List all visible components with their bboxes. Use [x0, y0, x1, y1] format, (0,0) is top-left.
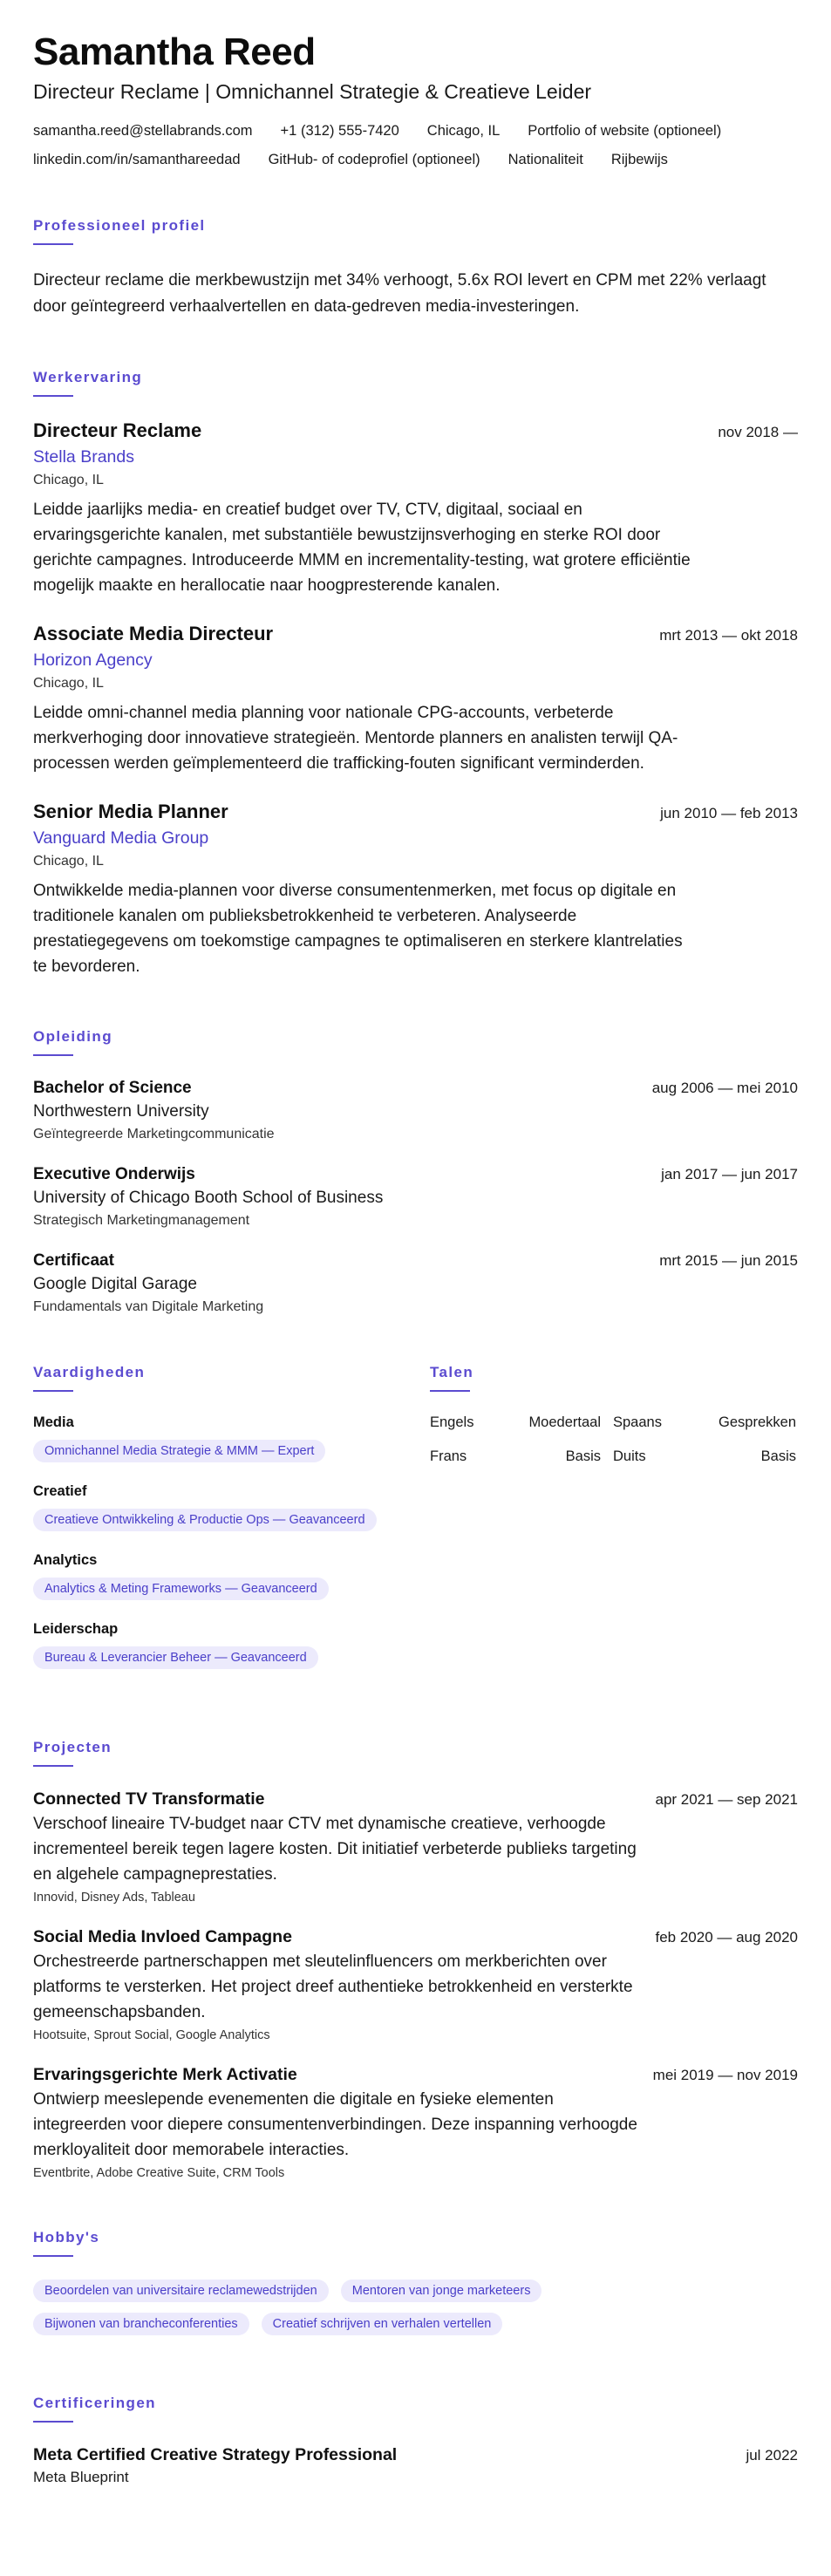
section-divider: [33, 243, 73, 245]
skill-group: [33, 1621, 430, 1669]
job-dates: mrt 2013 — okt 2018: [659, 627, 798, 644]
project-title: Social Media Invloed Campagne: [33, 1927, 292, 1947]
language-level: Basis: [565, 1448, 601, 1465]
profile-summary: Directeur reclame die merkbewustzijn met 34% verhoogt, 5.6x ROI levert en CPM met 22% verlaagt door geïntegreerd verhaalvertellen en data-gedreven media-investeringen.: [33, 271, 766, 317]
profile-section: [33, 217, 798, 320]
project-tools: Eventbrite, Adobe Creative Suite, CRM Tools: [33, 2166, 285, 2181]
project-dates: feb 2020 — aug 2020: [655, 1929, 798, 1946]
section-title-skills: Vaardigheden: [33, 1364, 146, 1381]
project-entry: [33, 1927, 798, 2042]
project-entry: [33, 1789, 798, 1905]
project-tools: Hootsuite, Sprout Social, Google Analytics: [33, 2028, 270, 2043]
contact-nationality: Nationaliteit: [507, 152, 583, 168]
hobby-tag: Bijwonen van brancheconferenties: [33, 2313, 249, 2335]
job-location: Chicago, IL: [33, 473, 104, 488]
education-dates: mrt 2015 — jun 2015: [659, 1252, 798, 1270]
contact-row-primary: [33, 123, 798, 140]
section-divider: [430, 1390, 470, 1392]
project-entry: [33, 2065, 798, 2180]
language-item: [613, 1448, 796, 1465]
section-divider: [33, 395, 73, 397]
contact-github[interactable]: GitHub- of codeprofiel (optioneel): [268, 152, 480, 168]
section-title-projects: Projecten: [33, 1739, 112, 1756]
education-entry: [33, 1079, 798, 1142]
certification-title: Meta Certified Creative Strategy Professional: [33, 2445, 398, 2465]
language-item: [430, 1414, 613, 1431]
education-school: Northwestern University: [33, 1102, 209, 1121]
resume-header: [33, 31, 798, 168]
language-name: Engels: [430, 1414, 474, 1431]
skill-tag: Bureau & Leverancier Beheer — Geavanceerd: [33, 1646, 318, 1669]
contact-phone[interactable]: +1 (312) 555-7420: [280, 123, 399, 140]
hobby-tags: [33, 2280, 661, 2346]
skill-group: [33, 1552, 430, 1600]
language-level: Moedertaal: [528, 1414, 601, 1431]
job-description: Ontwikkelde media-plannen voor diverse consumentenmerken, met focus op digitale en traditionele kanalen om publieksbetrokkenheid te verbeteren. Analyseerde prestatiegegevens om toekomstige campagnes te optimaliseren en sterkere klantrelaties te bevorderen.: [33, 882, 683, 977]
skills-languages-section: [33, 1364, 798, 1690]
contact-email[interactable]: samantha.reed@stellabrands.com: [33, 123, 253, 140]
education-entry: [33, 1251, 798, 1315]
skill-group: [33, 1483, 430, 1531]
project-dates: mei 2019 — nov 2019: [652, 2067, 798, 2084]
language-level: Basis: [760, 1448, 796, 1465]
section-title-hobbies: Hobby's: [33, 2229, 100, 2246]
education-field: Geïntegreerde Marketingcommunicatie: [33, 1127, 275, 1142]
skill-category: Creatief: [33, 1483, 87, 1500]
project-dates: apr 2021 — sep 2021: [655, 1791, 798, 1809]
hobby-tag: Beoordelen van universitaire reclamewedstrijden: [33, 2280, 329, 2302]
education-degree: Executive Onderwijs: [33, 1165, 195, 1184]
education-section: [33, 1028, 798, 1315]
education-degree: Certificaat: [33, 1251, 114, 1271]
language-item: [613, 1414, 796, 1431]
languages-grid: [430, 1414, 796, 1482]
education-dates: jan 2017 — jun 2017: [661, 1166, 798, 1183]
education-entry: [33, 1165, 798, 1229]
job-dates: jun 2010 — feb 2013: [660, 805, 798, 822]
language-level: Gesprekken: [719, 1414, 796, 1431]
contact-portfolio[interactable]: Portfolio of website (optioneel): [528, 123, 722, 140]
skill-category: Leiderschap: [33, 1621, 119, 1638]
project-description: Ontwierp meeslepende evenementen die digitale en fysieke elementen integreerden voor diepere consumentenverbindingen. Deze inspanning verhoogde merkloyaliteit door memorabele interacties.: [33, 2090, 637, 2160]
language-name: Spaans: [613, 1414, 662, 1431]
language-name: Frans: [430, 1448, 467, 1465]
skill-tag: Omnichannel Media Strategie & MMM — Expert: [33, 1440, 325, 1462]
skill-category: Analytics: [33, 1552, 98, 1569]
project-tools: Innovid, Disney Ads, Tableau: [33, 1891, 195, 1905]
education-school: University of Chicago Booth School of Business: [33, 1189, 384, 1208]
certification-issuer: Meta Blueprint: [33, 2469, 129, 2486]
contact-location: Chicago, IL: [426, 123, 501, 140]
education-field: Fundamentals van Digitale Marketing: [33, 1299, 264, 1315]
job-description: Leidde omni-channel media planning voor nationale CPG-accounts, verbeterde merkverhoging door innovatieve strategieën. Mentorde planners en analisten terwijl QA-processen werden geïmplementeerd die trafficking-fouten significant verminderden.: [33, 704, 678, 773]
contact-row-secondary: [33, 152, 798, 168]
section-divider: [33, 1054, 73, 1056]
section-divider: [33, 1765, 73, 1767]
job-dates: nov 2018 —: [718, 424, 798, 441]
hobbies-section: [33, 2229, 798, 2346]
contact-linkedin[interactable]: linkedin.com/in/samanthareedad: [33, 152, 241, 168]
section-divider: [33, 1390, 73, 1392]
language-item: [430, 1448, 613, 1465]
job-title: Senior Media Planner: [33, 801, 228, 823]
job-company: Horizon Agency: [33, 651, 153, 671]
education-dates: aug 2006 — mei 2010: [651, 1080, 798, 1097]
project-title: Ervaringsgerichte Merk Activatie: [33, 2065, 297, 2085]
hobby-tag: Mentoren van jonge marketeers: [341, 2280, 542, 2302]
job-entry: [33, 419, 798, 598]
section-title-experience: Werkervaring: [33, 369, 143, 386]
section-divider: [33, 2255, 73, 2257]
project-title: Connected TV Transformatie: [33, 1789, 265, 1809]
job-location: Chicago, IL: [33, 676, 104, 692]
education-field: Strategisch Marketingmanagement: [33, 1213, 250, 1229]
job-company: Stella Brands: [33, 447, 134, 467]
job-title: Directeur Reclame: [33, 419, 202, 442]
project-description: Orchestreerde partnerschappen met sleutelinfluencers om merkberichten over platforms te versterken. Het project dreef authentieke betrokkenheid en versterkte gemeenschapsbanden.: [33, 1952, 633, 2022]
education-degree: Bachelor of Science: [33, 1079, 192, 1098]
hobby-tag: Creatief schrijven en verhalen vertellen: [262, 2313, 503, 2335]
candidate-name: Samantha Reed: [33, 31, 316, 73]
experience-section: [33, 369, 798, 979]
project-description: Verschoof lineaire TV-budget naar CTV met dynamische creatieve, verhoogde incrementeel bereik tegen lagere kosten. Dit initiatief verbeterde publieks targeting en algehele campagneprestaties.: [33, 1815, 637, 1884]
section-title-education: Opleiding: [33, 1028, 112, 1046]
skills-column: [33, 1364, 430, 1690]
section-title-languages: Talen: [430, 1364, 474, 1381]
language-name: Duits: [613, 1448, 646, 1465]
certifications-section: [33, 2395, 798, 2486]
section-title-profile: Professioneel profiel: [33, 217, 206, 235]
skill-category: Media: [33, 1414, 74, 1431]
job-description: Leidde jaarlijks media- en creatief budget over TV, CTV, digitaal, sociaal en ervaringsgerichte kanalen, met substantiële bewustzijnsverhoging en sterke ROI door gerichte campagnes. Introduceerde MMM en incrementality-testing, wat grotere efficiëntie mogelijk maakte en herallocatie naar hoogpresterende kanalen.: [33, 501, 691, 596]
job-entry: [33, 801, 798, 979]
job-entry: [33, 623, 798, 776]
education-school: Google Digital Garage: [33, 1275, 197, 1294]
contact-drivers-license: Rijbewijs: [610, 152, 668, 168]
skill-tag: Creatieve Ontwikkeling & Productie Ops — Geavanceerd: [33, 1509, 377, 1531]
job-company: Vanguard Media Group: [33, 828, 209, 848]
job-title: Associate Media Directeur: [33, 623, 274, 645]
skill-tag: Analytics & Meting Frameworks — Geavanceerd: [33, 1578, 329, 1600]
certification-entry: [33, 2445, 798, 2486]
certification-date: jul 2022: [746, 2447, 798, 2464]
section-title-certifications: Certificeringen: [33, 2395, 156, 2412]
candidate-headline: Directeur Reclame | Omnichannel Strategie & Creatieve Leider: [33, 80, 592, 104]
section-divider: [33, 2421, 73, 2423]
languages-column: [430, 1364, 796, 1690]
job-location: Chicago, IL: [33, 854, 104, 869]
skill-group: [33, 1414, 430, 1462]
projects-section: [33, 1739, 798, 2180]
